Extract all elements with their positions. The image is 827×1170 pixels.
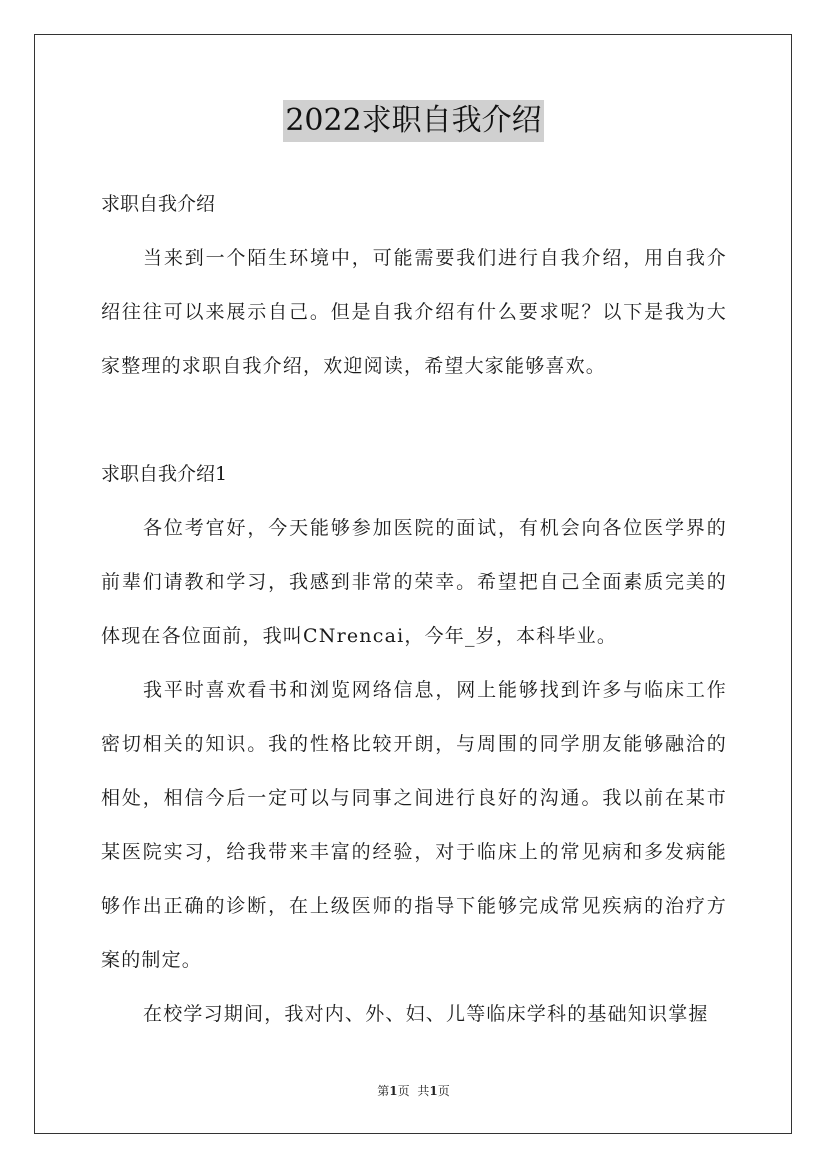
intro-paragraph: 当来到一个陌生环境中，可能需要我们进行自我介绍，用自我介绍往往可以来展示自己。但是自我介绍有什么要求呢？以下是我为大家整理的求职自我介绍，欢迎阅读，希望大家能够喜欢。	[101, 247, 727, 377]
page-footer	[0, 1083, 827, 1099]
body-paragraph-2: 我平时喜欢看书和浏览网络信息，网上能够找到许多与临床工作密切相关的知识。我的性格比较开朗，与周围的同学朋友能够融洽的相处，相信今后一定可以与同事之间进行良好的沟通。我以前在某市某医院实习，给我带来丰富的经验，对于临床上的常见病和多发病能够作出正确的诊断，在上级医师的指导下能够完成常见疾病的治疗方案的制定。	[101, 679, 727, 971]
document-title: 2022求职自我介绍	[283, 100, 543, 142]
page-suffix: 页	[397, 1084, 410, 1098]
total-number: 1	[429, 1084, 438, 1098]
section-heading: 求职自我介绍1	[101, 463, 228, 485]
page-prefix: 第	[377, 1084, 390, 1098]
body-paragraph-3: 在校学习期间，我对内、外、妇、儿等临床学科的基础知识掌握	[143, 1003, 709, 1025]
title-container	[0, 100, 827, 142]
intro-heading: 求职自我介绍	[101, 193, 216, 215]
body-paragraph-1: 各位考官好，今天能够参加医院的面试，有机会向各位医学界的前辈们请教和学习，我感到非常的荣幸。希望把自己全面素质完美的体现在各位面前，我叫CNrencai，今年_岁，本科毕业。	[101, 517, 727, 647]
document-body	[101, 177, 727, 1041]
total-prefix: 共	[417, 1084, 430, 1098]
spacer	[101, 393, 727, 447]
total-suffix: 页	[437, 1084, 450, 1098]
page-number: 1	[389, 1084, 398, 1098]
